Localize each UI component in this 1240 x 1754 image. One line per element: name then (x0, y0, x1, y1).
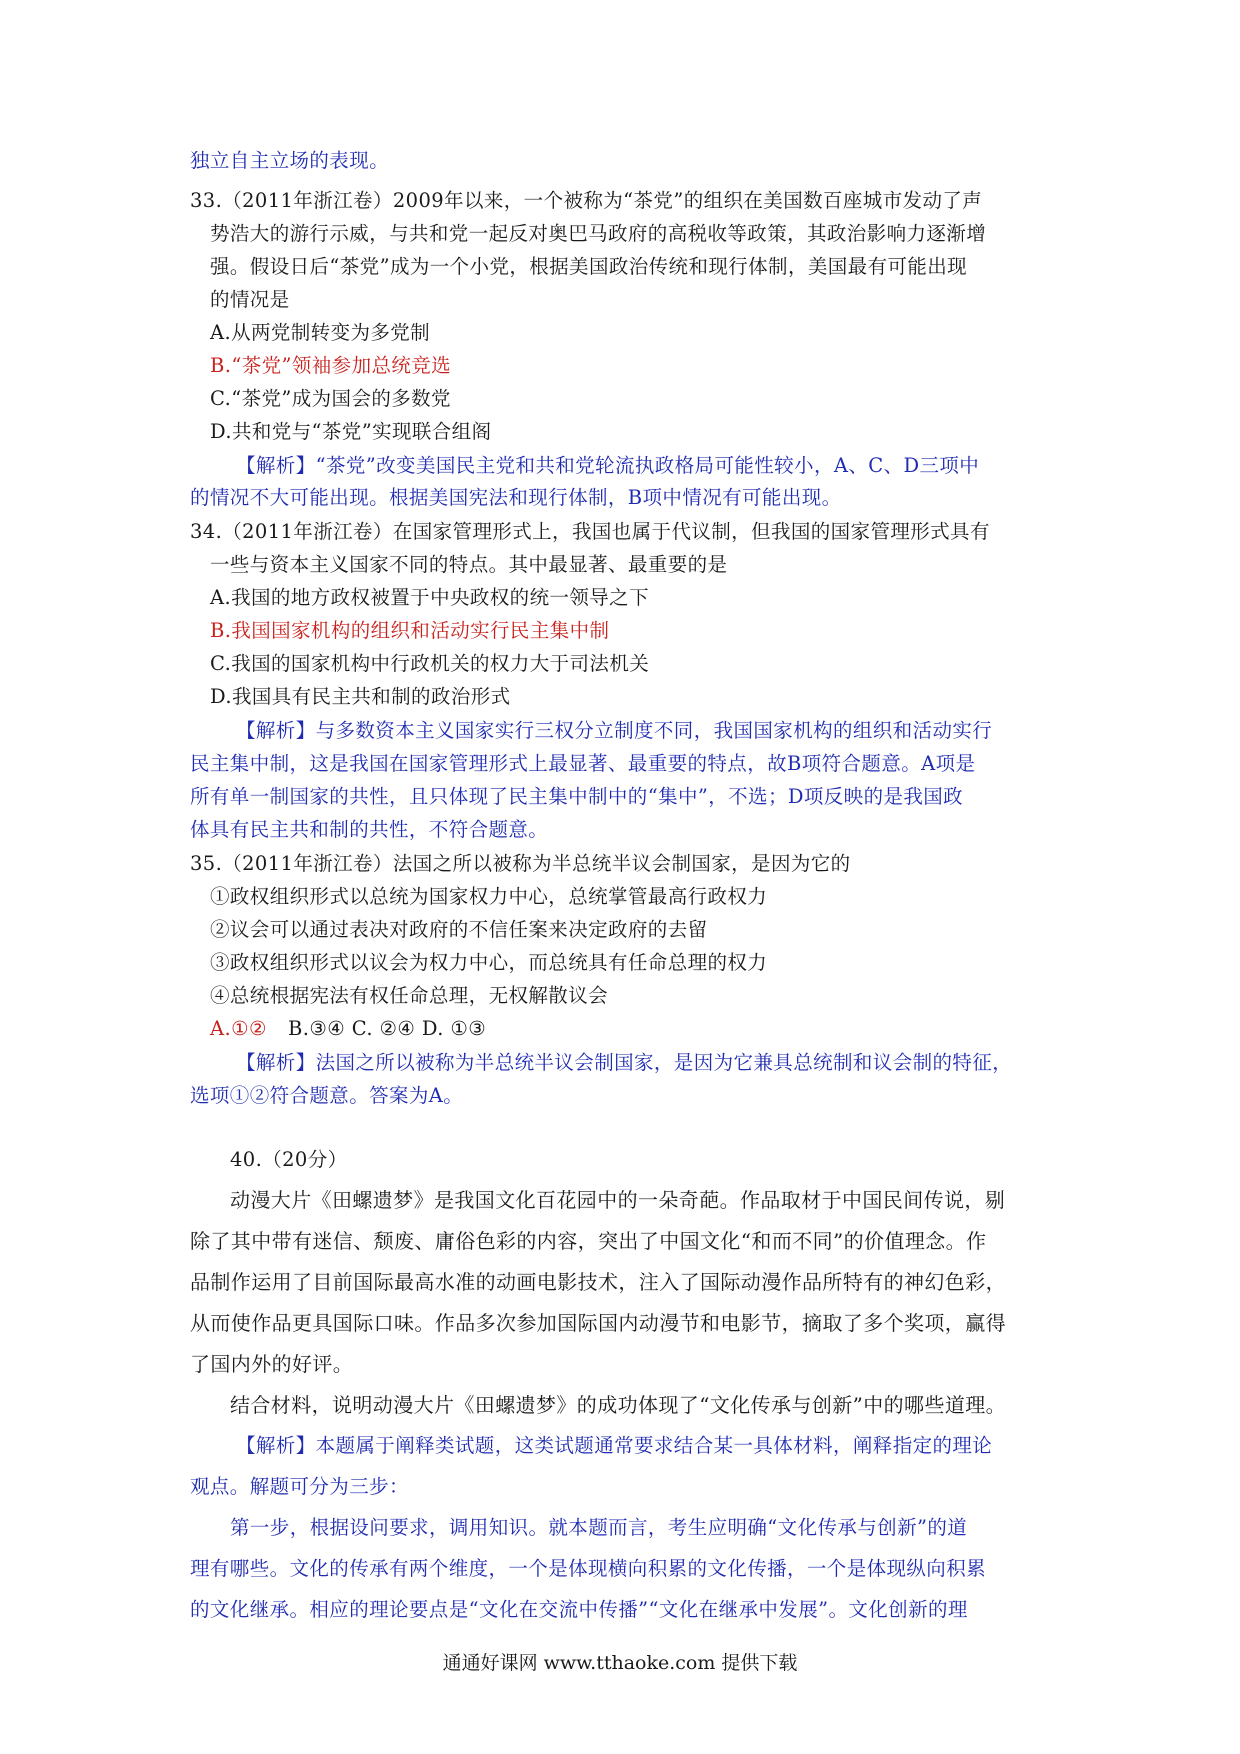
q40-material-3: 品制作运用了目前国际最高水准的动画电影技术，注入了国际动漫作品所特有的神幻色彩， (190, 1270, 1006, 1294)
q34-analysis-1: 【解析】与多数资本主义国家实行三权分立制度不同，我国国家机构的组织和活动实行 (236, 719, 993, 742)
question-33-line-1: 33.（2011年浙江卷）2009年以来，一个被称为“茶党”的组织在美国数百座城市发动了声 (190, 189, 983, 212)
question-34-line-2: 一些与资本主义国家不同的特点。其中最显著、最重要的是 (210, 553, 728, 576)
q34-analysis-4: 体具有民主共和制的共性，不符合题意。 (190, 818, 549, 841)
q35-item-2: ②议会可以通过表决对政府的不信任案来决定政府的去留 (210, 918, 708, 941)
q33-analysis-1: 【解析】“茶党”改变美国民主党和共和党轮流执政格局可能性较小，A、C、D三项中 (236, 454, 980, 477)
q35-item-3: ③政权组织形式以议会为权力中心，而总统具有任命总理的权力 (210, 951, 768, 974)
line-01: 独立自主立场的表现。 (190, 149, 390, 172)
q34-option-a: A.我国的地方政权被置于中央政权的统一领导之下 (210, 586, 649, 609)
q40-material-2: 除了其中带有迷信、颓废、庸俗色彩的内容，突出了中国文化“和而不同”的价值理念。作 (190, 1229, 987, 1253)
q35-options-bcd: B.③④ C. ②④ D. ①③ (288, 1017, 487, 1040)
q40-material-5: 了国内外的好评。 (190, 1352, 354, 1376)
q34-option-c: C.我国的国家机构中行政机关的权力大于司法机关 (210, 652, 650, 675)
page-footer: 通通好课网 www.tthaoke.com 提供下载 (442, 1652, 798, 1674)
question-35-line-1: 35.（2011年浙江卷）法国之所以被称为半总统半议会制国家，是因为它的 (190, 852, 851, 875)
q35-option-a: A.①② (210, 1017, 267, 1040)
question-34-line-1: 34.（2011年浙江卷）在国家管理形式上，我国也属于代议制，但我国的国家管理形式具有 (190, 520, 990, 543)
q35-item-1: ①政权组织形式以总统为国家权力中心，总统掌管最高行政权力 (210, 885, 768, 908)
q40-analysis-3: 第一步，根据设问要求，调用知识。就本题而言，考生应明确“文化传承与创新”的道 (230, 1516, 968, 1539)
q40-analysis-2: 观点。解题可分为三步： (190, 1475, 409, 1498)
question-33-line-3: 强。假设日后“茶党”成为一个小党，根据美国政治传统和现行体制，美国最有可能出现 (210, 255, 968, 278)
q34-analysis-3: 所有单一制国家的共性，且只体现了民主集中制中的“集中”，不选；D项反映的是我国政 (190, 785, 964, 808)
q33-option-c: C.“茶党”成为国会的多数党 (210, 387, 451, 410)
q33-option-b: B.“茶党”领袖参加总统竞选 (210, 354, 452, 377)
q40-material-1: 动漫大片《田螺遗梦》是我国文化百花园中的一朵奇葩。作品取材于中国民间传说，剔 (230, 1188, 1006, 1212)
q34-option-b: B.我国国家机构的组织和活动实行民主集中制 (210, 619, 610, 642)
question-33-line-4: 的情况是 (210, 288, 290, 311)
q33-option-a: A.从两党制转变为多党制 (210, 321, 431, 344)
q33-option-d: D.共和党与“茶党”实现联合组阁 (210, 420, 492, 443)
q35-item-4: ④总统根据宪法有权任命总理，无权解散议会 (210, 984, 609, 1007)
q34-analysis-2: 民主集中制，这是我国在国家管理形式上最显著、最重要的特点，故B项符合题意。A项是 (190, 752, 976, 775)
q40-material-4: 从而使作品更具国际口味。作品多次参加国际国内动漫节和电影节，摘取了多个奖项，赢得 (190, 1311, 1006, 1335)
q40-analysis-1: 【解析】本题属于阐释类试题，这类试题通常要求结合某一具体材料，阐释指定的理论 (236, 1434, 993, 1457)
q35-analysis-1: 【解析】法国之所以被称为半总统半议会制国家，是因为它兼具总统制和议会制的特征， (236, 1051, 1013, 1074)
q33-analysis-2: 的情况不大可能出现。根据美国宪法和现行体制，B项中情况有可能出现。 (190, 486, 842, 509)
question-40-heading: 40.（20分） (230, 1148, 348, 1171)
q40-question: 结合材料，说明动漫大片《田螺遗梦》的成功体现了“文化传承与创新”中的哪些道理。 (230, 1393, 1007, 1417)
q40-analysis-5: 的文化继承。相应的理论要点是“文化在交流中传播”“文化在继承中发展”。文化创新的理 (190, 1598, 968, 1621)
q35-analysis-2: 选项①②符合题意。答案为A。 (190, 1084, 464, 1107)
question-33-line-2: 势浩大的游行示威，与共和党一起反对奥巴马政府的高税收等政策，其政治影响力逐渐增 (210, 222, 987, 245)
q34-option-d: D.我国具有民主共和制的政治形式 (210, 685, 511, 708)
q40-analysis-4: 理有哪些。文化的传承有两个维度，一个是体现横向积累的文化传播，一个是体现纵向积累 (190, 1557, 987, 1580)
